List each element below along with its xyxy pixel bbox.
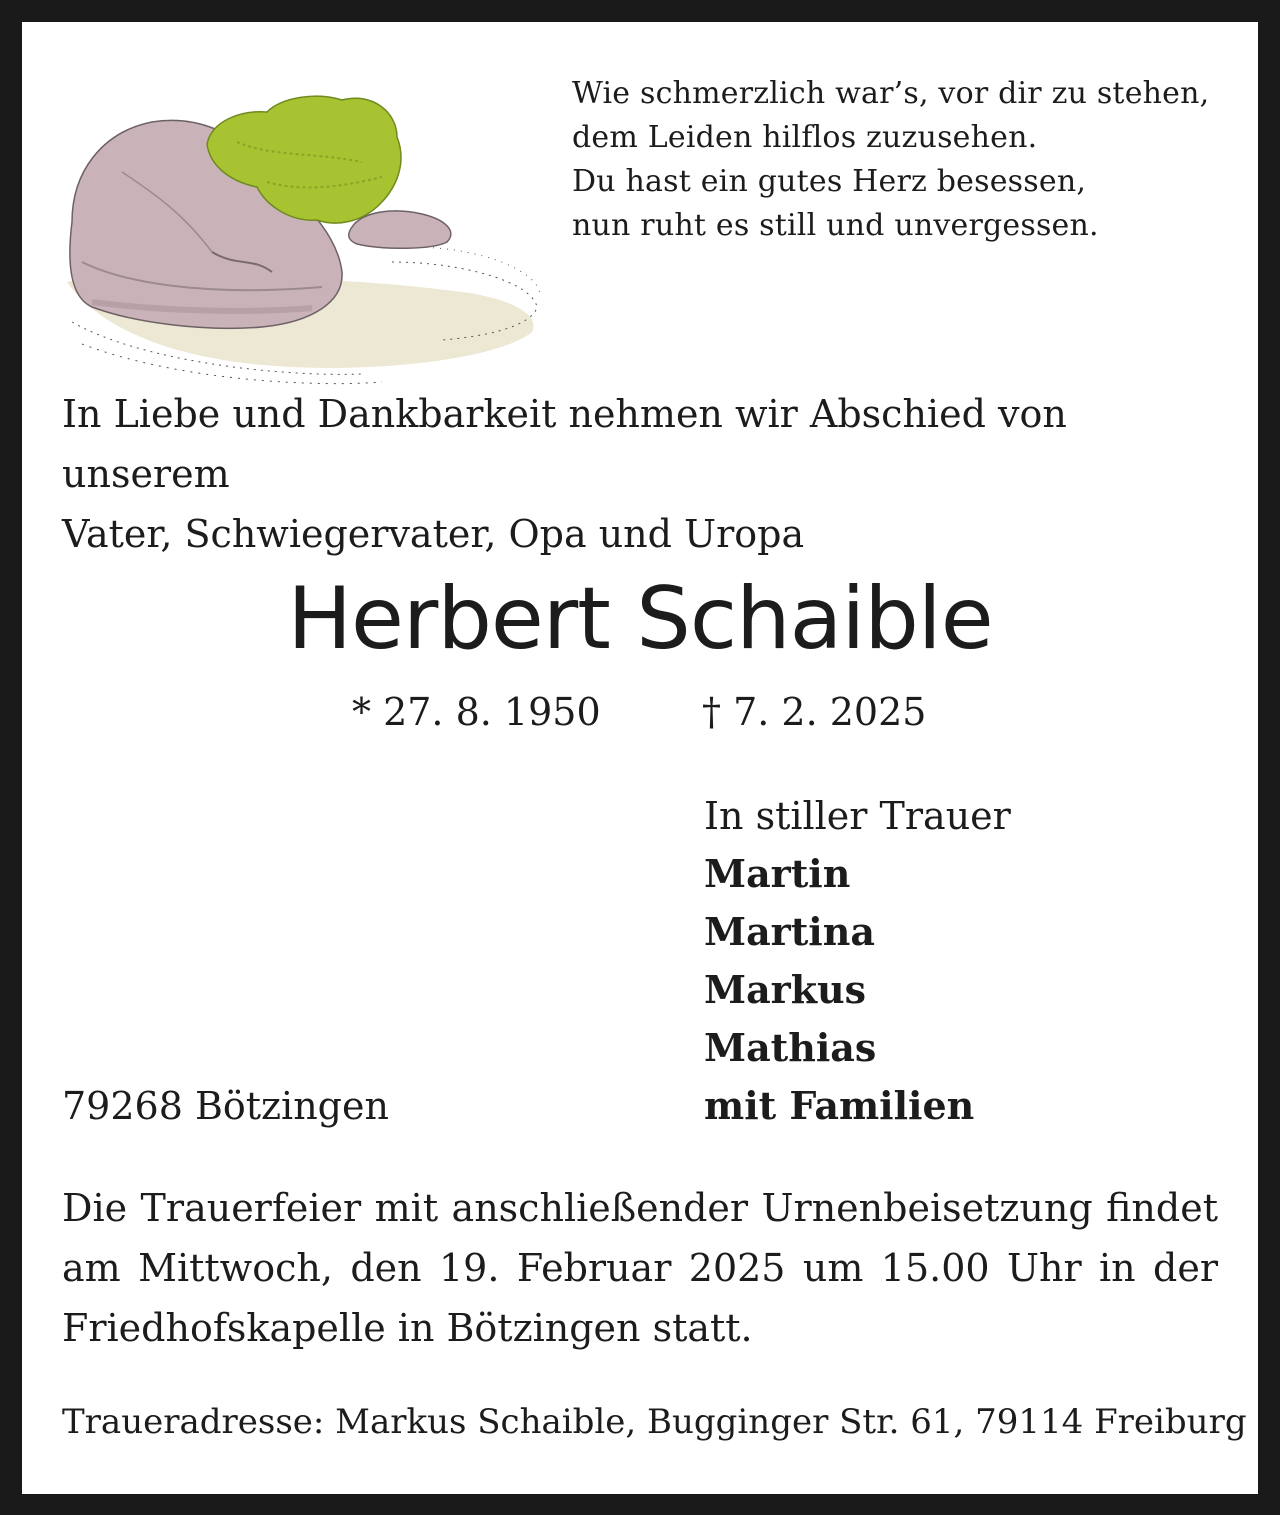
death-date: † 7. 2. 2025 [702, 690, 927, 734]
poem-line: dem Leiden hilflos zuzusehen. [572, 120, 1038, 155]
mourners-heading: In stiller Trauer [704, 794, 1011, 838]
deceased-name: Herbert Schaible [287, 569, 993, 669]
mourner-name: Martin [704, 851, 851, 896]
intro-text [62, 384, 1222, 564]
intro-line-1: In Liebe und Dankbarkeit nehmen wir Abschied von unserem [62, 392, 1067, 496]
mourner-name: Mathias [704, 1025, 877, 1070]
mourning-address: Traueradresse: Markus Schaible, Bugginger Str. 61, 79114 Freiburg [62, 1402, 1247, 1442]
poem-line: Wie schmerzlich war’s, vor dir zu stehen, [572, 76, 1210, 111]
mourner-name: Markus [704, 967, 867, 1012]
intro-line-2: Vater, Schwiegervater, Opa und Uropa [62, 512, 805, 556]
mourner-families: mit Familien [704, 1083, 975, 1128]
poem-line: Du hast ein gutes Herz besessen, [572, 164, 1087, 199]
mourner-name: Martina [704, 909, 875, 954]
service-info: Die Trauerfeier mit anschließender Urnenbeisetzung findet am Mittwoch, den 19. Februar 2025 um 15.00 Uhr in der Friedhofskapelle in Bötzingen statt. [62, 1186, 1218, 1350]
stone-moss-illustration-icon [62, 82, 542, 392]
mourners-block [704, 787, 1011, 1135]
place: 79268 Bötzingen [62, 1084, 389, 1128]
poem [572, 72, 1252, 248]
poem-line: nun ruht es still und unvergessen. [572, 208, 1099, 243]
obituary-card [22, 22, 1258, 1494]
birth-date: * 27. 8. 1950 [352, 690, 601, 734]
